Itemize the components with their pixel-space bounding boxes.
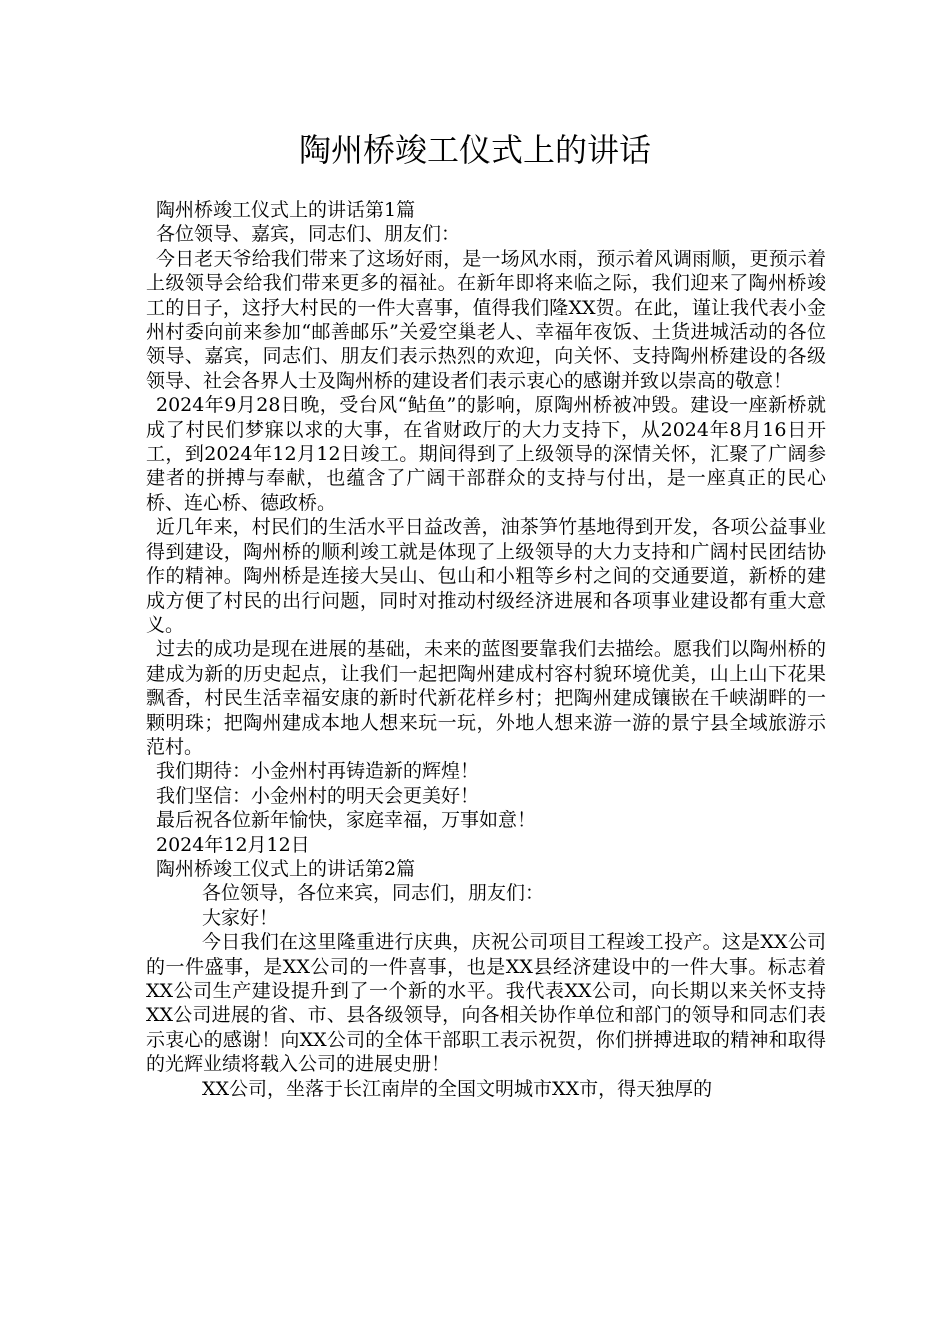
- paragraph-future: 过去的成功是现在进展的基础，未来的蓝图要靠我们去描绘。愿我们以陶州桥的建成为新的历史起点，让我们一起把陶州建成村容村貌环境优美，山上山下花果飘香，村民生活幸福安康的新时代新花样乡村；把陶州建成镶嵌在千峡湖畔的一颗明珠；把陶州建成本地人想来玩一玩，外地人想来游一游的景宁县全域旅游示范村。: [146, 638, 826, 758]
- salutation-1: 各位领导、嘉宾，同志们、朋友们：: [156, 223, 461, 246]
- paragraph-celebration: 今日我们在这里隆重进行庆典，庆祝公司项目工程竣工投产。这是XX公司的一件盛事，是XX公司的一件喜事，也是XX县经济建设中的一件大事。标志着XX公司生产建设提升到了一个新的水平。我代表XX公司，向长期以来关怀支持XX公司进展的省、市、县各级领导，向各相关协作单位和部门的领导和同志们表示衷心的感谢！向XX公司的全体干部职工表示祝贺，你们拼搏进取的精神和取得的光辉业绩将载入公司的进展史册！: [146, 931, 826, 1076]
- section-heading-1: 陶州桥竣工仪式上的讲话第1篇: [156, 199, 416, 221]
- paragraph-wishes: 最后祝各位新年愉快，家庭幸福，万事如意！: [156, 809, 537, 832]
- paragraph-history: 2024年9月28日晚，受台风“鲇鱼”的影响，原陶州桥被冲毁。建设一座新桥就成了村民们梦寐以求的大事，在省财政厅的大力支持下，从2024年8月16日开工，到2024年12月12日竣工。期间得到了上级领导的深情关怀，汇聚了广阔参建者的拼搏与奉献，也蕴含了广阔干部群众的支持与付出，是一座真正的民心桥、连心桥、德政桥。: [146, 394, 826, 514]
- paragraph-date: 2024年12月12日: [156, 833, 310, 856]
- section-heading-2: 陶州桥竣工仪式上的讲话第2篇: [156, 857, 416, 880]
- document-title: 陶州桥竣工仪式上的讲话: [298, 131, 651, 169]
- paragraph-expect: 我们期待：小金州村再铸造新的辉煌！: [156, 760, 480, 783]
- greeting: 大家好！: [202, 906, 279, 929]
- paragraph-development: 近几年来，村民们的生活水平日益改善，油茶笋竹基地得到开发，各项公益事业得到建设，陶州桥的顺利竣工就是体现了上级领导的大力支持和广阔村民团结协作的精神。陶州桥是连接大吴山、包山和小粗等乡村之间的交通要道，新桥的建成方便了村民的出行问题，同时对推动村级经济进展和各项事业建设都有重大意义。: [146, 516, 826, 636]
- paragraph-believe: 我们坚信：小金州村的明天会更美好！: [156, 784, 480, 807]
- salutation-2: 各位领导，各位来宾，同志们，朋友们：: [202, 882, 545, 905]
- paragraph-opening: 今日老天爷给我们带来了这场好雨，是一场风水雨，预示着风调雨顺，更预示着上级领导会给我们带来更多的福祉。在新年即将来临之际，我们迎来了陶州桥竣工的日子，这抒大村民的一件大喜事，值得我们隆XX贺。在此，谨让我代表小金州村委向前来参加“邮善邮乐”关爱空巢老人、幸福年夜饭、土货进城活动的各位领导、嘉宾，同志们、朋友们表示热烈的欢迎，向关怀、支持陶州桥建设的各级领导、社会各界人士及陶州桥的建设者们表示衷心的感谢并致以崇高的敬意！: [146, 247, 826, 392]
- paragraph-company: XX公司，坐落于长江南岸的全国文明城市XX市，得天独厚的: [202, 1077, 713, 1100]
- document-body: [146, 198, 826, 1101]
